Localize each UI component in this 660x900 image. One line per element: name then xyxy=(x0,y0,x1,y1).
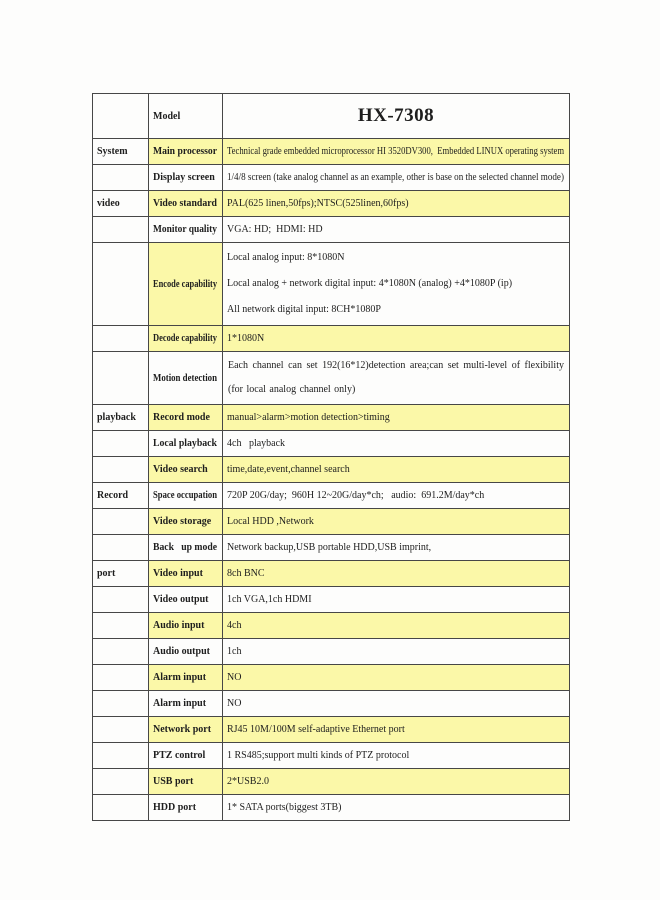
item-label: Alarm input xyxy=(153,698,207,709)
value-text: manual>alarm>motion detection>timing xyxy=(227,412,390,423)
item-cell xyxy=(149,613,223,639)
item-cell xyxy=(149,483,223,509)
value-text: 1ch xyxy=(227,646,242,657)
table-row xyxy=(93,191,570,217)
category-cell xyxy=(93,139,149,165)
value-cell xyxy=(223,613,570,639)
value-text: 1ch VGA,1ch HDMI xyxy=(227,594,312,605)
value-cell xyxy=(223,717,570,743)
table-row xyxy=(93,769,570,795)
item-cell xyxy=(149,743,223,769)
item-label: Video standard xyxy=(153,198,217,209)
category-cell xyxy=(93,717,149,743)
item-cell xyxy=(149,243,223,326)
item-cell xyxy=(149,191,223,217)
item-cell xyxy=(149,217,223,243)
table-row xyxy=(93,717,570,743)
value-cell xyxy=(223,191,570,217)
category-cell xyxy=(93,665,149,691)
value-text: time,date,event,channel search xyxy=(227,464,350,475)
item-label: Audio input xyxy=(153,620,205,631)
category-cell xyxy=(93,639,149,665)
category-cell xyxy=(93,743,149,769)
value-cell xyxy=(223,352,570,405)
table-row xyxy=(93,639,570,665)
value-text: Local HDD ,Network xyxy=(227,516,314,527)
category-cell xyxy=(93,94,149,139)
item-label: Monitor quality xyxy=(153,224,218,235)
item-cell xyxy=(149,326,223,352)
table-row xyxy=(93,587,570,613)
item-cell xyxy=(149,165,223,191)
item-label: Audio output xyxy=(153,646,210,657)
item-cell xyxy=(149,665,223,691)
value-text: 1/4/8 screen (take analog channel as an example, other is base on the selected channel mode) xyxy=(227,172,564,183)
value-text: 4ch xyxy=(227,620,242,631)
item-label: HDD port xyxy=(153,802,197,813)
value-text: NO xyxy=(227,672,242,683)
spec-table xyxy=(92,93,570,821)
item-cell xyxy=(149,405,223,431)
item-label: Motion detection xyxy=(153,372,218,384)
value-text: Network backup,USB portable HDD,USB imprint, xyxy=(227,542,432,553)
value-text: Local analog input: 8*1080N xyxy=(227,252,345,263)
item-cell xyxy=(149,431,223,457)
category-cell xyxy=(93,217,149,243)
value-text: 4ch playback xyxy=(227,438,286,449)
category-cell xyxy=(93,405,149,431)
value-cell xyxy=(223,665,570,691)
item-label: Video storage xyxy=(153,516,212,527)
table-row xyxy=(93,243,570,326)
value-text: 2*USB2.0 xyxy=(227,776,269,787)
table-row xyxy=(93,352,570,405)
item-label: USB port xyxy=(153,776,194,787)
category-cell xyxy=(93,691,149,717)
value-text: 1*1080N xyxy=(227,333,265,344)
item-label: Record mode xyxy=(153,412,210,423)
value-text: Each channel can set 192(16*12)detection area;can set multi-level of flexibility (for local analog channel only) xyxy=(228,360,564,395)
value-text: 1* SATA ports(biggest 3TB) xyxy=(227,802,342,813)
category-label: port xyxy=(97,568,116,579)
value-text: NO xyxy=(227,698,242,709)
model-value-cell xyxy=(223,94,570,139)
item-cell xyxy=(149,795,223,821)
table-row xyxy=(93,613,570,639)
item-label: Display screen xyxy=(153,172,215,183)
item-label: Main processor xyxy=(153,146,218,157)
item-label: PTZ control xyxy=(153,750,206,761)
table-row xyxy=(93,326,570,352)
value-cell xyxy=(223,243,570,326)
table-row xyxy=(93,795,570,821)
item-cell xyxy=(149,561,223,587)
value-cell xyxy=(223,795,570,821)
category-cell xyxy=(93,326,149,352)
table-row xyxy=(93,431,570,457)
value-cell xyxy=(223,587,570,613)
item-cell xyxy=(149,352,223,405)
item-label: Video output xyxy=(153,594,209,605)
value-text: 720P 20G/day; 960H 12~20G/day*ch; audio: 691.2M/day*ch xyxy=(227,490,485,501)
category-cell xyxy=(93,352,149,405)
item-cell xyxy=(149,691,223,717)
value-cell xyxy=(223,326,570,352)
category-cell xyxy=(93,483,149,509)
item-label: Back up mode xyxy=(153,542,218,553)
item-cell xyxy=(149,509,223,535)
category-label: System xyxy=(97,146,128,157)
value-text: Technical grade embedded microprocessor HI 3520DV300, Embedded LINUX operating system xyxy=(227,146,565,157)
table-row xyxy=(93,94,570,139)
item-label: Encode capability xyxy=(153,278,218,290)
item-cell xyxy=(149,769,223,795)
value-text: VGA: HD; HDMI: HD xyxy=(227,224,323,235)
table-row xyxy=(93,535,570,561)
item-label: Video search xyxy=(153,464,208,475)
item-cell xyxy=(149,457,223,483)
value-text: 1 RS485;support multi kinds of PTZ protocol xyxy=(227,750,410,761)
category-label: playback xyxy=(97,412,136,423)
item-cell xyxy=(149,139,223,165)
table-row xyxy=(93,139,570,165)
category-cell xyxy=(93,769,149,795)
category-cell xyxy=(93,191,149,217)
category-cell xyxy=(93,535,149,561)
model-label: Model xyxy=(153,110,181,122)
value-cell xyxy=(223,165,570,191)
category-label: video xyxy=(97,198,120,209)
item-cell xyxy=(149,717,223,743)
table-row xyxy=(93,165,570,191)
model-number: HX-7308 xyxy=(357,105,435,126)
category-cell xyxy=(93,561,149,587)
item-label: Space occupation xyxy=(153,490,218,501)
item-label: Video input xyxy=(153,568,203,579)
value-cell xyxy=(223,483,570,509)
category-cell xyxy=(93,243,149,326)
category-cell xyxy=(93,509,149,535)
item-cell xyxy=(149,535,223,561)
value-text: RJ45 10M/100M self-adaptive Ethernet port xyxy=(227,724,405,735)
value-cell xyxy=(223,509,570,535)
value-cell xyxy=(223,561,570,587)
model-label-cell xyxy=(149,94,223,139)
value-text: PAL(625 linen,50fps);NTSC(525linen,60fps) xyxy=(227,198,409,209)
item-label: Network port xyxy=(153,724,212,735)
value-cell xyxy=(223,535,570,561)
value-cell xyxy=(223,743,570,769)
value-cell xyxy=(223,769,570,795)
table-row xyxy=(93,561,570,587)
table-row xyxy=(93,509,570,535)
category-label: Record xyxy=(97,490,129,501)
item-label: Local playback xyxy=(153,438,217,449)
table-row xyxy=(93,217,570,243)
value-text: 8ch BNC xyxy=(227,568,265,579)
category-cell xyxy=(93,457,149,483)
value-cell xyxy=(223,457,570,483)
value-cell xyxy=(223,217,570,243)
value-text: Local analog + network digital input: 4*1080N (analog) +4*1080P (ip) xyxy=(227,278,513,289)
table-row xyxy=(93,483,570,509)
table-row xyxy=(93,743,570,769)
value-cell xyxy=(223,405,570,431)
value-cell xyxy=(223,431,570,457)
item-label: Decode capability xyxy=(153,333,217,344)
item-label: Alarm input xyxy=(153,672,207,683)
table-row xyxy=(93,691,570,717)
value-cell xyxy=(223,139,570,165)
table-row xyxy=(93,457,570,483)
category-cell xyxy=(93,613,149,639)
category-cell xyxy=(93,165,149,191)
item-cell xyxy=(149,587,223,613)
table-row xyxy=(93,405,570,431)
value-text: All network digital input: 8CH*1080P xyxy=(227,304,381,315)
value-cell xyxy=(223,691,570,717)
item-cell xyxy=(149,639,223,665)
value-cell xyxy=(223,639,570,665)
category-cell xyxy=(93,795,149,821)
table-row xyxy=(93,665,570,691)
category-cell xyxy=(93,587,149,613)
category-cell xyxy=(93,431,149,457)
